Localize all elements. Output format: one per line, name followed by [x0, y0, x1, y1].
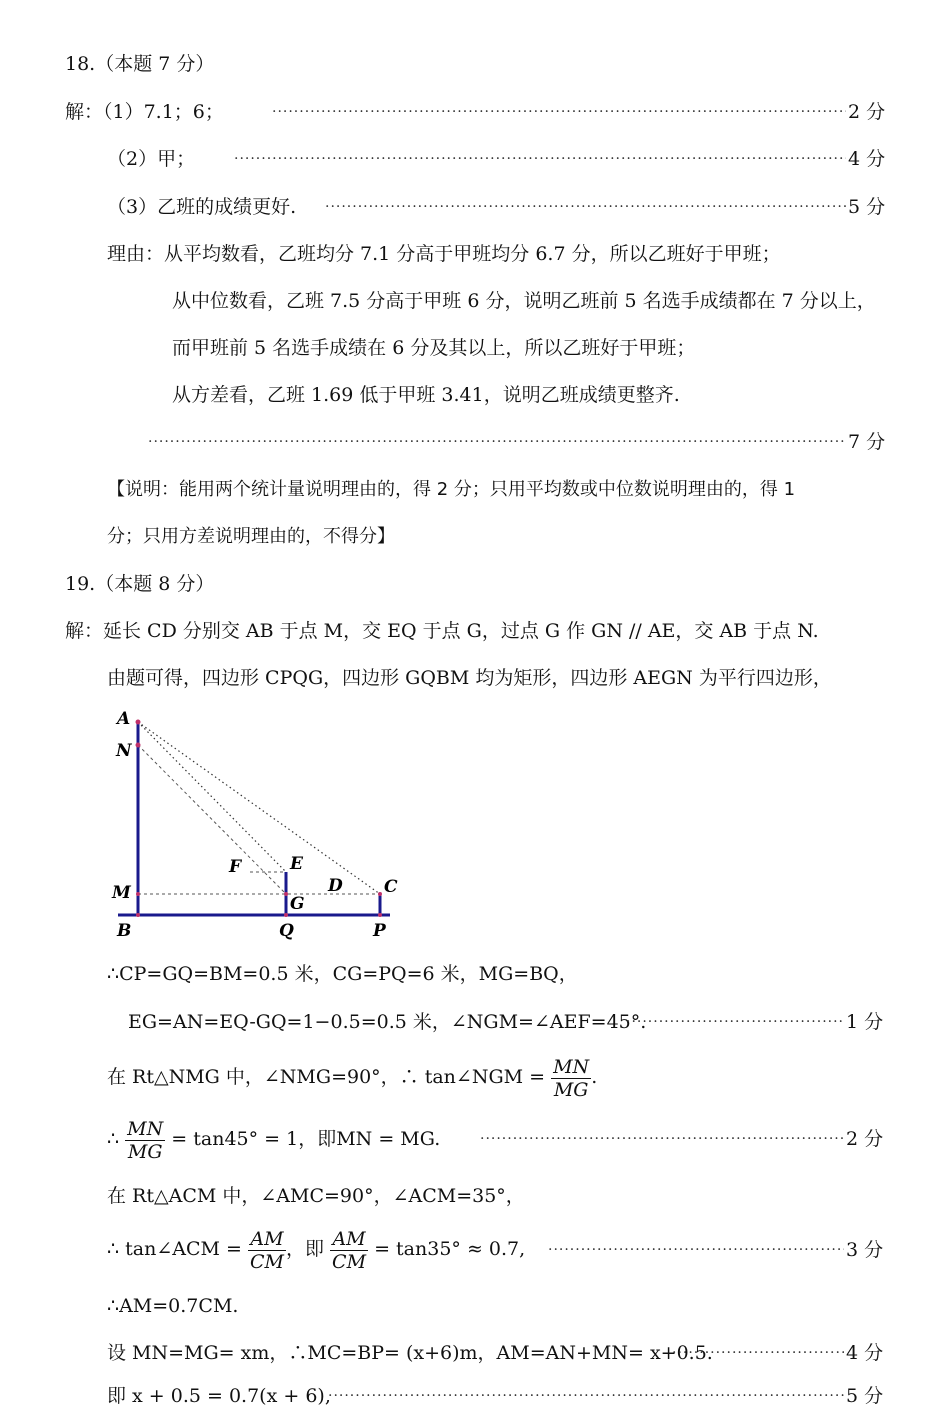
- fraction-am-cm: [248, 1228, 286, 1273]
- q19-line8-connector: ，即: [285, 1238, 324, 1260]
- point-p: [378, 913, 382, 917]
- point-c: [378, 892, 382, 896]
- q19-line3: ∴CP=GQ=BM=0.5 米，CG=PQ=6 米，MG=BQ，: [107, 963, 578, 985]
- dotted-line-ae: [138, 722, 286, 872]
- q18-line2: （2）甲；: [107, 148, 196, 170]
- leader-dots: [234, 147, 846, 171]
- label-c: C: [384, 877, 398, 897]
- q19-line8-result: = tan35° ≈ 0.7,: [374, 1238, 526, 1260]
- q19-score3: 3 分: [846, 1239, 884, 1261]
- q18-reason2: 从中位数看，乙班 7.5 分高于甲班 6 分，说明乙班前 5 名选手成绩都在 7 分以上，: [172, 290, 876, 312]
- q18-note-line1: 【说明：能用两个统计量说明理由的，得 2 分；只用平均数或中位数说明理由的，得 1: [107, 479, 796, 500]
- q19-line1: 解：延长 CD 分别交 AB 于点 M，交 EQ 于点 G，过点 G 作 GN // AE，交 AB 于点 N.: [65, 620, 819, 642]
- fraction-denominator: MG: [553, 1078, 589, 1101]
- q19-line8-text: ∴ tan∠ACM =: [107, 1238, 242, 1260]
- q19-line9: ∴AM=0.7CM.: [107, 1295, 239, 1317]
- q19-line5: [107, 1052, 597, 1102]
- q18-reason1: 理由：从平均数看，乙班均分 7.1 分高于甲班均分 6.7 分，所以乙班好于甲班；: [107, 243, 781, 265]
- point-m: [136, 892, 140, 896]
- fraction-numerator: AM: [330, 1228, 368, 1251]
- label-q: Q: [279, 921, 294, 941]
- q19-line7: 在 Rt△ACM 中，∠AMC=90°，∠ACM=35°，: [107, 1185, 525, 1207]
- leader-dots: [328, 1384, 844, 1408]
- point-g: [284, 892, 288, 896]
- point-b: [136, 913, 140, 917]
- leader-dots: [480, 1127, 844, 1151]
- q19-score2: 2 分: [846, 1128, 884, 1150]
- fraction-numerator: MN: [553, 1055, 590, 1078]
- label-d: D: [328, 876, 343, 896]
- q19-line8: [107, 1224, 525, 1274]
- dotted-line-ac: [138, 722, 380, 894]
- q18-score2: 4 分: [848, 148, 886, 170]
- q19-line5-text: 在 Rt△NMG 中，∠NMG=90°，∴ tan∠NGM =: [107, 1066, 546, 1088]
- q19-line6: [107, 1114, 440, 1164]
- fraction-denominator: MG: [127, 1140, 163, 1163]
- q19-line11: 即 x + 0.5 = 0.7(x + 6),: [107, 1385, 331, 1407]
- q18-reason4: 从方差看，乙班 1.69 低于甲班 3.41，说明乙班成绩更整齐.: [172, 384, 680, 406]
- point-a: [136, 720, 141, 725]
- therefore-symbol: ∴: [107, 1128, 120, 1150]
- label-p: P: [373, 921, 386, 941]
- q19-score4: 4 分: [846, 1342, 884, 1364]
- q19-header: 19.（本题 8 分）: [65, 573, 215, 595]
- fraction-numerator: AM: [248, 1228, 286, 1251]
- label-b: B: [117, 921, 132, 941]
- label-a: A: [117, 709, 131, 729]
- fraction-am-cm: [330, 1228, 368, 1273]
- q19-line4: EG=AN=EQ-GQ=1−0.5=0.5 米，∠NGM=∠AEF=45°.: [128, 1011, 647, 1033]
- leader-dots: [325, 195, 846, 219]
- q19-line2: 由题可得，四边形 CPQG，四边形 GQBM 均为矩形，四边形 AEGN 为平行四边形，: [107, 667, 832, 689]
- label-e: E: [290, 854, 303, 874]
- point-n: [136, 743, 141, 748]
- fraction-denominator: CM: [332, 1250, 367, 1273]
- q18-score1: 2 分: [848, 101, 886, 123]
- label-m: M: [112, 883, 131, 903]
- q18-line1: 解：（1）7.1；6；: [65, 101, 224, 123]
- fraction-denominator: CM: [249, 1250, 284, 1273]
- fraction-numerator: MN: [127, 1117, 164, 1140]
- q18-note-line2: 分；只用方差说明理由的，不得分】: [107, 526, 395, 547]
- leader-dots: [626, 1010, 844, 1034]
- leader-dots: [548, 1238, 844, 1262]
- q19-line5-end: .: [591, 1066, 598, 1088]
- fraction-mn-mg: [125, 1118, 165, 1163]
- label-g: G: [290, 894, 305, 914]
- q18-score3: 5 分: [848, 196, 886, 218]
- label-n: N: [116, 741, 132, 761]
- q19-line6-text: = tan45° = 1，即MN = MG.: [171, 1128, 441, 1150]
- q19-line10: 设 MN=MG= xm，∴MC=BP= (x+6)m，AM=AN+MN= x+0.5.: [107, 1342, 713, 1364]
- geometry-figure: [100, 700, 400, 945]
- q19-score1: 1 分: [846, 1011, 884, 1033]
- leader-dots: [272, 100, 846, 124]
- q18-reason3: 而甲班前 5 名选手成绩在 6 分及其以上，所以乙班好于甲班；: [172, 337, 696, 359]
- point-q: [284, 913, 288, 917]
- q18-line3: （3）乙班的成绩更好.: [107, 196, 297, 218]
- fraction-mn-mg: [551, 1056, 591, 1101]
- leader-dots: [148, 430, 846, 454]
- q19-score5: 5 分: [846, 1385, 884, 1407]
- label-f: F: [229, 857, 242, 877]
- leader-dots: [672, 1341, 844, 1365]
- q18-header: 18.（本题 7 分）: [65, 53, 215, 75]
- q18-score4: 7 分: [848, 431, 886, 453]
